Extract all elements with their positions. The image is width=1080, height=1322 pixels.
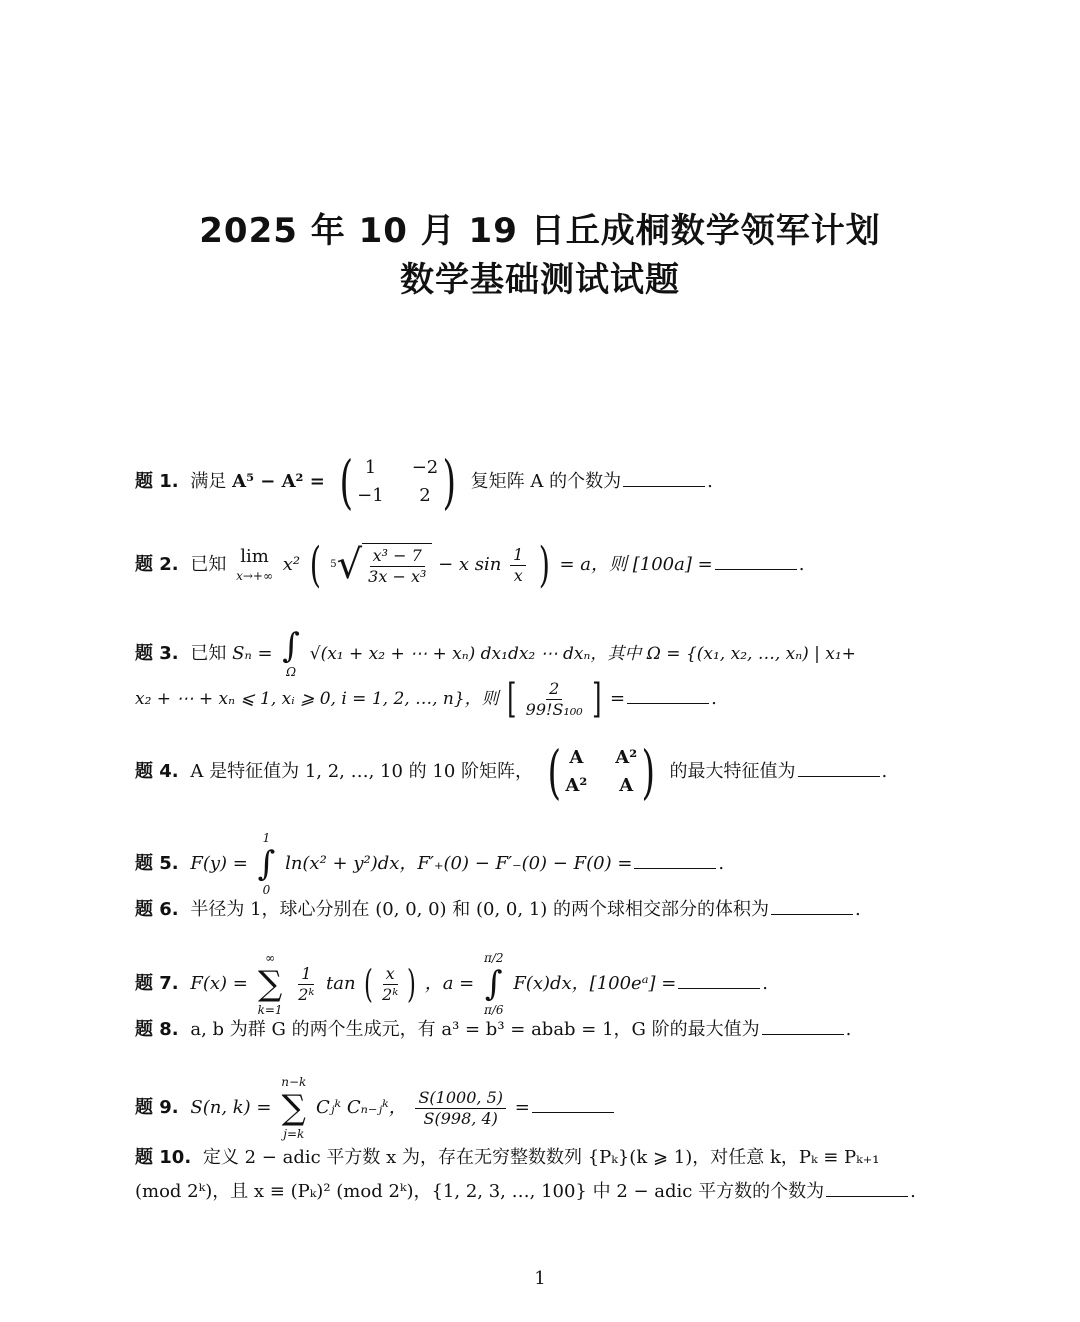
- math-text: ln(x² + y²)dx，F′₊(0) − F′₋(0) − F(0) =: [285, 853, 633, 874]
- problem-5: [135, 830, 950, 898]
- problem-text: 已知: [190, 643, 233, 664]
- integral-domain: Ω: [286, 665, 297, 679]
- block-matrix: ( A A² A² A ): [547, 738, 656, 806]
- summation: n−k ∑ j=k: [281, 1075, 307, 1141]
- answer-blank: [627, 685, 709, 704]
- sum-upper: n−k: [281, 1075, 307, 1089]
- problem-6: [135, 896, 950, 924]
- period: .: [845, 1019, 852, 1040]
- math-text: x₂ + ⋯ + xₙ ⩽ 1, xᵢ ⩾ 0, i = 1, 2, …, n}，则: [135, 689, 505, 709]
- matrix-entry: 2: [419, 485, 431, 506]
- page-number: 1: [534, 1268, 546, 1289]
- answer-blank: [532, 1094, 614, 1113]
- answer-blank: [826, 1178, 908, 1197]
- problem-10-line2: [135, 1178, 950, 1206]
- math-text: S(n, k) =: [190, 1097, 278, 1118]
- problem-label: 题 5.: [135, 853, 179, 874]
- matrix-entry: A: [619, 775, 634, 796]
- math-text: tan: [326, 973, 362, 994]
- problem-7: 题 7. F(x) = ∞ ∑ k=1 $\frac{1}{\text{2ᵏ}}$ tan ( $\frac{x}{\text{2ᵏ}}$ ) ，a = π/2 ∫ π/6 F(x)dx，[100eᵃ] = .: [135, 951, 769, 1017]
- matrix-entry: 1: [364, 457, 377, 478]
- answer-blank: [771, 896, 853, 915]
- problem-label: 题 9.: [135, 1097, 179, 1118]
- problem-text: 的最大特征值为: [669, 761, 796, 782]
- problem-label: 题 1.: [135, 471, 179, 492]
- answer-blank: [634, 850, 716, 869]
- problem-text: (mod 2ᵏ)，且 x ≡ (Pₖ)² (mod 2ᵏ)，{1, 2, 3, …, 100} 中 2 − adic 平方数的个数为: [135, 1181, 825, 1202]
- integral-lower: π/6: [484, 1003, 504, 1017]
- problem-4: [135, 738, 950, 806]
- answer-blank: [623, 468, 705, 487]
- math-text: =: [610, 688, 626, 709]
- math-text: − x sin: [438, 554, 508, 575]
- limit: [236, 546, 273, 584]
- integral-upper: 1: [262, 831, 271, 845]
- lim-symbol: lim: [240, 546, 269, 567]
- problem-label: 题 2.: [135, 554, 179, 575]
- integral: 1 ∫ 0: [257, 831, 276, 897]
- fraction-numerator: S(1000, 5): [415, 1088, 506, 1109]
- matrix-entry: A²: [615, 747, 638, 768]
- fraction-numerator: x: [383, 964, 398, 985]
- fraction-numerator: 1: [510, 545, 526, 566]
- fraction-numerator: 2: [546, 679, 562, 700]
- period: .: [711, 688, 717, 709]
- math-text: x²: [282, 554, 306, 575]
- period: .: [910, 1181, 916, 1202]
- math-text: ，a =: [424, 973, 480, 994]
- matrix-equation: A⁵ − A² =: [232, 471, 325, 492]
- problem-text: 满足: [190, 471, 233, 492]
- matrix-entry: A²: [565, 775, 588, 796]
- root-index: 5: [330, 559, 337, 570]
- answer-blank: [715, 551, 797, 570]
- period: .: [718, 853, 725, 874]
- problem-10: [135, 1144, 950, 1172]
- fraction-denominator: 2ᵏ: [382, 984, 399, 1004]
- math-text: = a，则 [100a] =: [559, 554, 713, 575]
- problem-label: 题 3.: [135, 643, 179, 664]
- matrix-entry: A: [569, 747, 584, 768]
- matrix-entry: −2: [411, 457, 439, 478]
- fraction-denominator: 2ᵏ: [298, 984, 315, 1004]
- answer-blank: [762, 1016, 844, 1035]
- problem-label: 题 10.: [135, 1147, 192, 1168]
- sum-lower: k=1: [257, 1003, 283, 1017]
- fraction-numerator: x³ − 7: [370, 546, 425, 567]
- math-text: Sₙ =: [232, 643, 273, 664]
- fraction-numerator: 1: [298, 964, 314, 985]
- matrix: ( 1 −2 −1 2 ): [339, 448, 457, 516]
- problem-label: 题 8.: [135, 1019, 179, 1040]
- problem-text: 定义 2 − adic 平方数 x 为，存在无穷整数数列 {Pₖ}(k ⩾ 1)，对任意 k，Pₖ ≡ Pₖ₊₁: [202, 1147, 880, 1168]
- sum-upper: ∞: [265, 951, 276, 965]
- math-text: F(x) =: [190, 973, 254, 994]
- problem-3: [135, 628, 950, 680]
- problem-9: [135, 1074, 950, 1142]
- matrix-entry: −1: [357, 485, 384, 506]
- problem-label: 题 4.: [135, 761, 179, 782]
- problem-text: 复矩阵 A 的个数为: [470, 471, 622, 492]
- fraction-denominator: 3x − x³: [368, 567, 427, 586]
- problem-label: 题 7.: [135, 973, 179, 994]
- period: .: [762, 973, 769, 994]
- fraction-denominator: 99!S₁₀₀: [525, 699, 583, 719]
- problem-text: A 是特征值为 1, 2, …, 10 的 10 阶矩阵，: [190, 761, 534, 782]
- problem-3-line2: x₂ + ⋯ + xₙ ⩽ 1, xᵢ ⩾ 0, i = 1, 2, …, n}，则 [ $\frac{2}{\text{99!S₁₀₀}}$ ] = .: [135, 676, 717, 722]
- problem-label: 题 6.: [135, 899, 179, 920]
- summation: ∞ ∑ k=1: [257, 951, 283, 1017]
- problem-1: [135, 448, 950, 516]
- fraction-denominator: x: [513, 565, 523, 585]
- answer-blank: [678, 970, 760, 989]
- problem-text: 已知: [190, 554, 233, 575]
- answer-blank: [798, 758, 880, 777]
- fraction-denominator: S(998, 4): [423, 1108, 498, 1128]
- exam-title-line1: 2025 年 10 月 19 日丘成桐数学领军计划: [199, 211, 881, 251]
- period: .: [881, 761, 888, 782]
- integral: π/2 ∫ π/6: [484, 951, 504, 1017]
- math-text: √(x₁ + x₂ + ⋯ + xₙ) dx₁dx₂ ⋯ dxₙ，其中 Ω = {(x₁, x₂, …, xₙ) | x₁+: [309, 644, 856, 664]
- math-text: F(x)dx，[100eᵃ] =: [513, 973, 677, 994]
- problem-text: 半径为 1，球心分别在 (0, 0, 0) 和 (0, 0, 1) 的两个球相交部分的体积为: [190, 899, 770, 920]
- period: .: [707, 471, 713, 492]
- math-text: Cⱼᵏ Cₙ₋ⱼᵏ，: [316, 1097, 407, 1118]
- sum-lower: j=k: [283, 1127, 305, 1141]
- lim-subscript: x→+∞: [236, 569, 273, 583]
- math-text: =: [514, 1097, 530, 1118]
- problem-text: a, b 为群 G 的两个生成元，有 a³ = b³ = abab = 1，G 阶的最大值为: [190, 1019, 760, 1040]
- integral-upper: π/2: [484, 951, 504, 965]
- period: .: [855, 899, 861, 920]
- fifth-root: 5 √ $\frac{\text{x³ − 7}}{\text{3x − x³}}$: [330, 543, 432, 587]
- problem-2: 题 2. 已知 lim x→+∞ x² ( 5 √ $\frac{\text{x³ − 7}}{\text{3x − x³}}$ − x sin $\frac{1}{x}$ ) = a，则 [100a] = .: [135, 537, 805, 593]
- problem-8: [135, 1016, 950, 1044]
- integral: ∫ Ω: [282, 626, 300, 679]
- exam-title-line2: 数学基础测试试题: [400, 260, 680, 300]
- math-text: F(y) =: [190, 853, 254, 874]
- integral-lower: 0: [262, 883, 271, 897]
- period: .: [798, 554, 805, 575]
